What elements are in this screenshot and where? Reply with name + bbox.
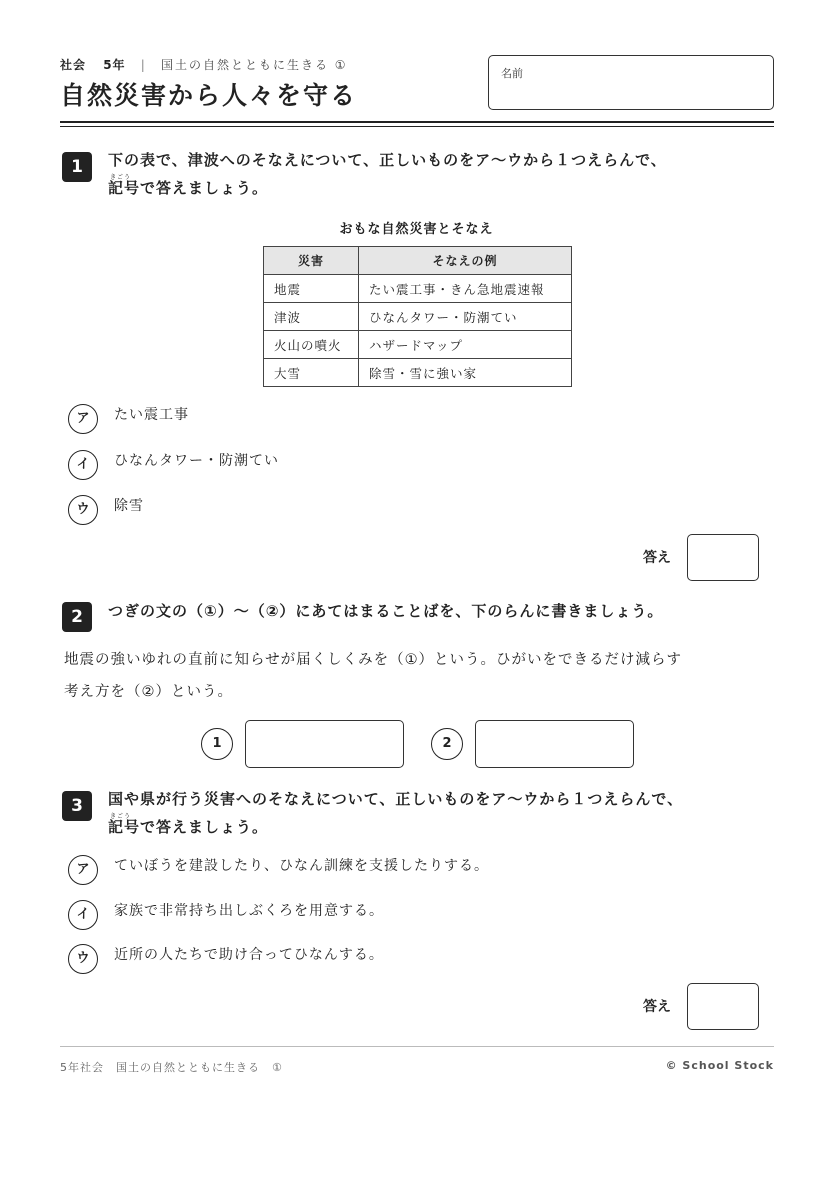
choice-i-text: 家族で非常持ち出しぶくろを用意する。 [114, 903, 384, 919]
question-2-body-line1: 地震の強いゆれの直前に知らせが届くしくみを（①）という。ひがいをできるだけ減らす [64, 652, 683, 668]
answer-label: 答え [643, 999, 671, 1015]
table-row [264, 331, 572, 359]
blank-1-box[interactable] [245, 720, 404, 768]
question-1-line1: 下の表で、津波へのそなえについて、正しいものをア〜ウから１つえらんで、 [108, 151, 667, 169]
column-header-preparation: そなえの例 [359, 247, 572, 275]
subject-line [60, 56, 348, 73]
question-1-line2: 記号で答えましょう。 [108, 179, 269, 197]
name-field[interactable] [488, 55, 774, 110]
table-cell: 大雪 [264, 359, 359, 387]
question-3-number: 3 [62, 791, 92, 821]
topic-label: 国土の自然とともに生きる ① [160, 58, 348, 72]
table-cell: 除雪・雪に強い家 [359, 359, 572, 387]
footer-rule [60, 1046, 774, 1047]
table-cell: たい震工事・きん急地震速報 [359, 275, 572, 303]
answer-box-q3[interactable] [687, 983, 759, 1030]
column-header-disaster: 災害 [264, 247, 359, 275]
blank-2-box[interactable] [475, 720, 634, 768]
blank-2-mark: 2 [431, 728, 463, 760]
answer-box-q1[interactable] [687, 534, 759, 581]
page-title: 自然災害から人々を守る [60, 81, 358, 110]
table-caption: おもな自然災害とそなえ [339, 222, 494, 237]
question-1-number: 1 [62, 152, 92, 182]
choice-a-mark: ア [68, 855, 98, 885]
choice-a-text: ていぼうを建設したり、ひなん訓練を支援したりする。 [114, 858, 489, 874]
choice-i-mark: イ [68, 450, 98, 480]
question-3-line1: 国や県が行う災害へのそなえについて、正しいものをア〜ウから１つえらんで、 [108, 790, 684, 808]
choice-a-mark: ア [68, 404, 98, 434]
choice-i-text: ひなんタワー・防潮てい [114, 453, 279, 469]
table-cell: ひなんタワー・防潮てい [359, 303, 572, 331]
table-cell: 火山の噴火 [264, 331, 359, 359]
disaster-table [263, 246, 572, 387]
table-header-row [264, 247, 572, 275]
question-3-line2: 記号で答えましょう。 [108, 818, 269, 836]
divider: | [140, 58, 146, 72]
question-1-furigana: きごう [110, 174, 132, 181]
table-row [264, 275, 572, 303]
choice-u-text: 除雪 [114, 498, 144, 514]
choice-u-text: 近所の人たちで助け合ってひなんする。 [114, 947, 384, 963]
table-row [264, 359, 572, 387]
grade-label: 5年 [103, 58, 126, 72]
question-2-prompt: つぎの文の（①）〜（②）にあてはまることばを、下のらんに書きましょう。 [108, 602, 664, 620]
footer-title: 5年社会 国土の自然とともに生きる ① [60, 1061, 283, 1074]
table-cell: 地震 [264, 275, 359, 303]
blank-1-mark: 1 [201, 728, 233, 760]
choice-i-mark: イ [68, 900, 98, 930]
question-2-body-line2: 考え方を（②）という。 [64, 684, 233, 700]
table-cell: 津波 [264, 303, 359, 331]
choice-a-text: たい震工事 [114, 407, 189, 423]
subject-label: 社会 [60, 58, 87, 72]
header-rule [60, 121, 774, 123]
header-rule-thin [60, 126, 774, 127]
question-2-number: 2 [62, 602, 92, 632]
copyright: © School Stock [665, 1059, 774, 1072]
table-row [264, 303, 572, 331]
choice-u-mark: ウ [68, 944, 98, 974]
choice-u-mark: ウ [68, 495, 98, 525]
answer-label: 答え [643, 550, 671, 566]
name-label: 名前 [501, 67, 523, 80]
table-cell: ハザードマップ [359, 331, 572, 359]
question-3-furigana: きごう [110, 813, 132, 820]
